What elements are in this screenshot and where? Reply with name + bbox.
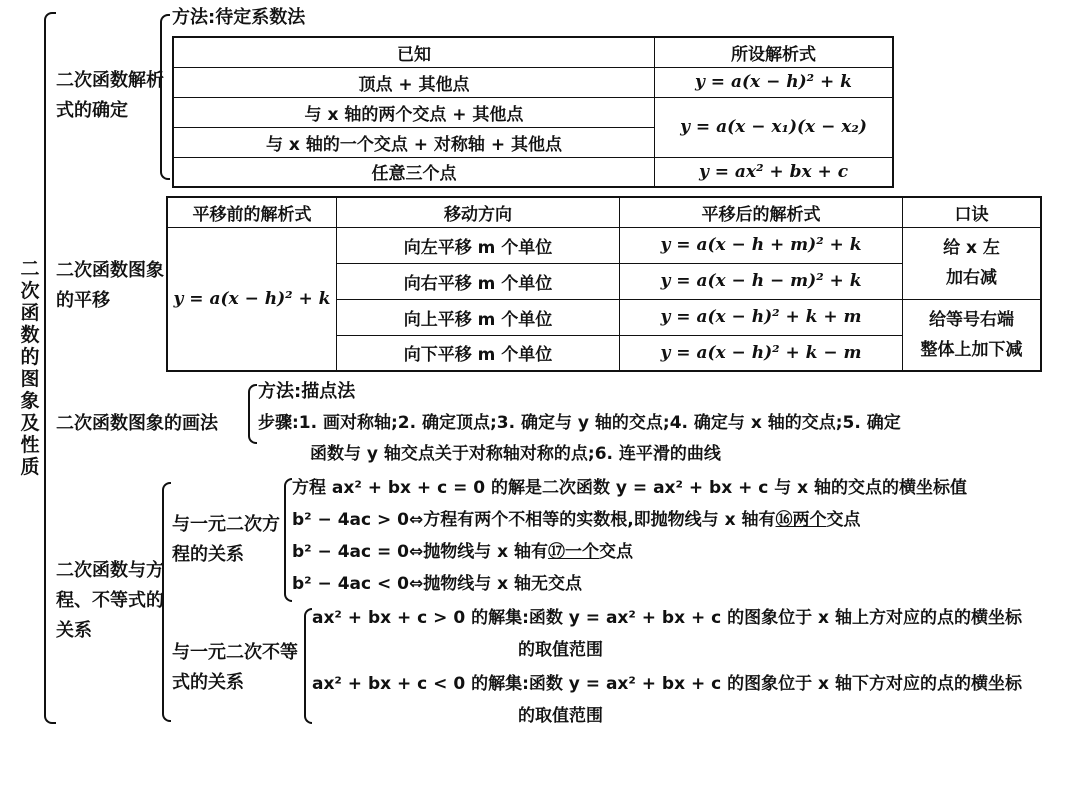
sec3-title: 二次函数图象的画法 xyxy=(56,413,218,434)
sec1-method: 方法:待定系数法 xyxy=(172,7,306,28)
mnemonic-line: 给 x 左 xyxy=(943,238,1000,258)
sec1-header-form: 所设解析式 xyxy=(655,37,894,67)
sec4-sub1-line3 xyxy=(292,540,633,564)
sec1-known: 顶点 + 其他点 xyxy=(173,67,655,97)
sec1-known: 任意三个点 xyxy=(173,157,655,187)
answer-mark: ⑰一个 xyxy=(548,542,600,562)
sec2-after: y = a(x − h + m)² + k xyxy=(620,227,903,263)
sec4-sub1-line1: 方程 ax² + bx + c = 0 的解是二次函数 y = ax² + bx + c 与 x 轴的交点的横坐标值 xyxy=(292,478,968,498)
sec4-sub2-line1: ax² + bx + c > 0 的解集:函数 y = ax² + bx + c 的图象位于 x 轴上方对应的点的横坐标 xyxy=(312,608,1022,628)
root-title: 二次函数的图象及性质 xyxy=(20,258,40,478)
line-text: b² − 4ac > 0⇔方程有两个不相等的实数根,即抛物线与 x 轴有 xyxy=(292,510,776,530)
sec1-brace xyxy=(160,14,170,180)
sec4-sub2-line2b: 的取值范围 xyxy=(518,706,603,726)
sec2-after: y = a(x − h − m)² + k xyxy=(620,263,903,299)
sec4-sub1-brace xyxy=(284,478,292,602)
sec2-header-before: 平移前的解析式 xyxy=(167,197,337,227)
sec2-before: y = a(x − h)² + k xyxy=(167,227,337,371)
sec2-after: y = a(x − h)² + k − m xyxy=(620,335,903,371)
sec4-title: 二次函数与方程、不等式的关系 xyxy=(56,560,164,641)
sec3-method: 方法:描点法 xyxy=(258,381,356,402)
sec2-dir: 向上平移 m 个单位 xyxy=(337,299,620,335)
sec2-header-dir: 移动方向 xyxy=(337,197,620,227)
sec2-mnemonic-1 xyxy=(903,227,1042,299)
sec2-after: y = a(x − h)² + k + m xyxy=(620,299,903,335)
sec2-dir: 向左平移 m 个单位 xyxy=(337,227,620,263)
answer-mark: ⑯两个 xyxy=(775,510,827,530)
mnemonic-line: 整体上加下减 xyxy=(920,339,1023,360)
sec2-header-mnemonic: 口诀 xyxy=(903,197,1042,227)
line-text: 交点 xyxy=(826,510,861,530)
sec2-table xyxy=(166,196,1042,372)
sec2-title: 二次函数图象的平移 xyxy=(56,260,164,311)
mnemonic-line: 给等号右端 xyxy=(929,309,1014,330)
sec1-title: 二次函数解析式的确定 xyxy=(56,70,164,121)
root-brace xyxy=(44,12,56,724)
sec4-sub1-line2 xyxy=(292,508,861,532)
sec4-sub2-title: 与一元二次不等式的关系 xyxy=(172,642,298,693)
line-text: b² − 4ac = 0⇔抛物线与 x 轴有 xyxy=(292,542,549,562)
sec1-form: y = ax² + bx + c xyxy=(655,157,894,187)
sec1-known: 与 x 轴的两个交点 + 其他点 xyxy=(173,97,655,127)
sec4-sub2-brace xyxy=(304,608,312,724)
sec2-mnemonic-2 xyxy=(903,299,1042,371)
sec1-table xyxy=(172,36,894,188)
sec4-brace xyxy=(162,482,171,722)
sec1-known: 与 x 轴的一个交点 + 对称轴 + 其他点 xyxy=(173,127,655,157)
sec2-dir: 向下平移 m 个单位 xyxy=(337,335,620,371)
sec3-steps-2: 函数与 y 轴交点关于对称轴对称的点;6. 连平滑的曲线 xyxy=(310,444,721,464)
sec4-sub2-line2: ax² + bx + c < 0 的解集:函数 y = ax² + bx + c 的图象位于 x 轴下方对应的点的横坐标 xyxy=(312,674,1022,694)
sec4-sub1-line4: b² − 4ac < 0⇔抛物线与 x 轴无交点 xyxy=(292,574,583,594)
mnemonic-line: 加右减 xyxy=(946,268,997,288)
sec1-form: y = a(x − x₁)(x − x₂) xyxy=(655,97,894,157)
sec3-steps-1: 步骤:1. 画对称轴;2. 确定顶点;3. 确定与 y 轴的交点;4. 确定与 x 轴的交点;5. 确定 xyxy=(258,413,901,433)
sec1-form: y = a(x − h)² + k xyxy=(655,67,894,97)
sec1-header-known: 已知 xyxy=(173,37,655,67)
sec2-dir: 向右平移 m 个单位 xyxy=(337,263,620,299)
sec4-sub2-line1b: 的取值范围 xyxy=(518,640,603,660)
sec3-brace xyxy=(248,384,257,444)
sec4-sub1-title: 与一元二次方程的关系 xyxy=(172,514,280,565)
line-text: 交点 xyxy=(599,542,634,562)
sec2-header-after: 平移后的解析式 xyxy=(620,197,903,227)
